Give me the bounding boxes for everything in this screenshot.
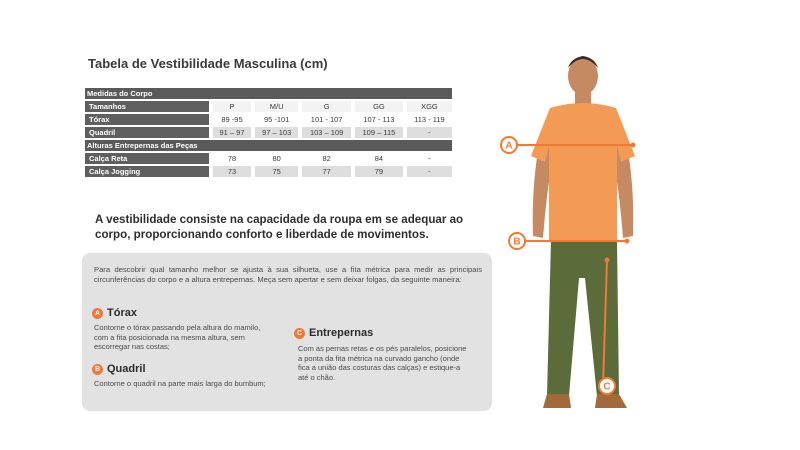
table-cell: 77 bbox=[298, 166, 351, 177]
table-section-header: Medidas do Corpo bbox=[85, 88, 452, 99]
marker-b-label: B bbox=[513, 236, 521, 248]
guide-intro: Para descobrir qual tamanho melhor se ajusta à sua silhueta, use a fita métrica para medir as principais circunferências do corpo e a altura entrepernas. Meça sem apertar e sem deixar folgas, da seguinte maneira: bbox=[94, 265, 482, 284]
entrepernas-heading bbox=[294, 327, 373, 339]
page-title: Tabela de Vestibilidade Masculina (cm) bbox=[88, 56, 328, 71]
table-cell: 89 -95 bbox=[209, 114, 251, 125]
entrepernas-text: Com as pernas retas e os pés paralelos, posicione a ponta da fita métrica na curvado gancho (onde fica a união das costuras das calças) e estique-a até o chão. bbox=[298, 344, 467, 382]
table-cell: 82 bbox=[298, 153, 351, 164]
row-label: Tamanhos bbox=[85, 101, 209, 112]
fit-statement: A vestibilidade consiste na capacidade da roupa em se adequar ao corpo, proporcionando conforto e liberdade de movimentos. bbox=[95, 213, 464, 241]
model-right-shoe bbox=[595, 394, 627, 408]
table-cell: - bbox=[403, 127, 452, 138]
row-label: Calça Reta bbox=[85, 153, 209, 164]
model-figure bbox=[495, 46, 675, 416]
table-cell: 84 bbox=[351, 153, 403, 164]
table-cell: 75 bbox=[251, 166, 298, 177]
table-row bbox=[85, 153, 452, 164]
size-header: M/U bbox=[251, 101, 298, 112]
inseam-measure-end bbox=[605, 258, 610, 263]
quadril-text: Contorne o quadril na parte mais larga do bumbum; bbox=[94, 379, 266, 388]
table-row bbox=[85, 114, 452, 125]
row-label: Quadril bbox=[85, 127, 209, 138]
marker-c-label: C bbox=[603, 381, 611, 393]
table-section-header: Alturas Entrepernas das Peças bbox=[85, 140, 452, 151]
size-header: XGG bbox=[403, 101, 452, 112]
table-cell: - bbox=[403, 166, 452, 177]
table-cell: 80 bbox=[251, 153, 298, 164]
table-cell: 101 - 107 bbox=[298, 114, 351, 125]
badge-c-icon: C bbox=[294, 328, 305, 339]
table-cell: 79 bbox=[351, 166, 403, 177]
table-cell: 95 -101 bbox=[251, 114, 298, 125]
badge-a-icon: A bbox=[92, 308, 103, 319]
table-cell: 91 – 97 bbox=[209, 127, 251, 138]
table-row bbox=[85, 127, 452, 138]
row-label: Tórax bbox=[85, 114, 209, 125]
table-cell: 97 – 103 bbox=[251, 127, 298, 138]
chest-measure-end bbox=[631, 143, 636, 148]
quadril-title: Quadril bbox=[107, 363, 146, 375]
torax-heading bbox=[92, 307, 137, 319]
row-label: Calça Jogging bbox=[85, 166, 209, 177]
torax-text: Contorne o tórax passando pela altura do mamilo, com a fita posicionada na mesma altura, sem escorregar nas costas; bbox=[94, 323, 261, 351]
table-row bbox=[85, 166, 452, 177]
measuring-guide-panel bbox=[82, 253, 492, 411]
size-table bbox=[85, 86, 452, 179]
table-cell: 103 – 109 bbox=[298, 127, 351, 138]
table-cell: 113 - 119 bbox=[403, 114, 452, 125]
table-cell: 107 - 113 bbox=[351, 114, 403, 125]
size-header: G bbox=[298, 101, 351, 112]
model-left-shoe bbox=[543, 394, 571, 408]
marker-a-label: A bbox=[505, 140, 513, 152]
torax-title: Tórax bbox=[107, 307, 137, 319]
quadril-heading bbox=[92, 363, 146, 375]
table-row-sizes bbox=[85, 101, 452, 112]
table-cell: 109 – 115 bbox=[351, 127, 403, 138]
badge-b-icon: B bbox=[92, 364, 103, 375]
size-header: GG bbox=[351, 101, 403, 112]
table-cell: 73 bbox=[209, 166, 251, 177]
table-cell: 78 bbox=[209, 153, 251, 164]
size-header: P bbox=[209, 101, 251, 112]
entrepernas-title: Entrepernas bbox=[309, 327, 374, 339]
hip-measure-end bbox=[625, 239, 630, 244]
table-cell: - bbox=[403, 153, 452, 164]
model-pants bbox=[547, 240, 619, 396]
